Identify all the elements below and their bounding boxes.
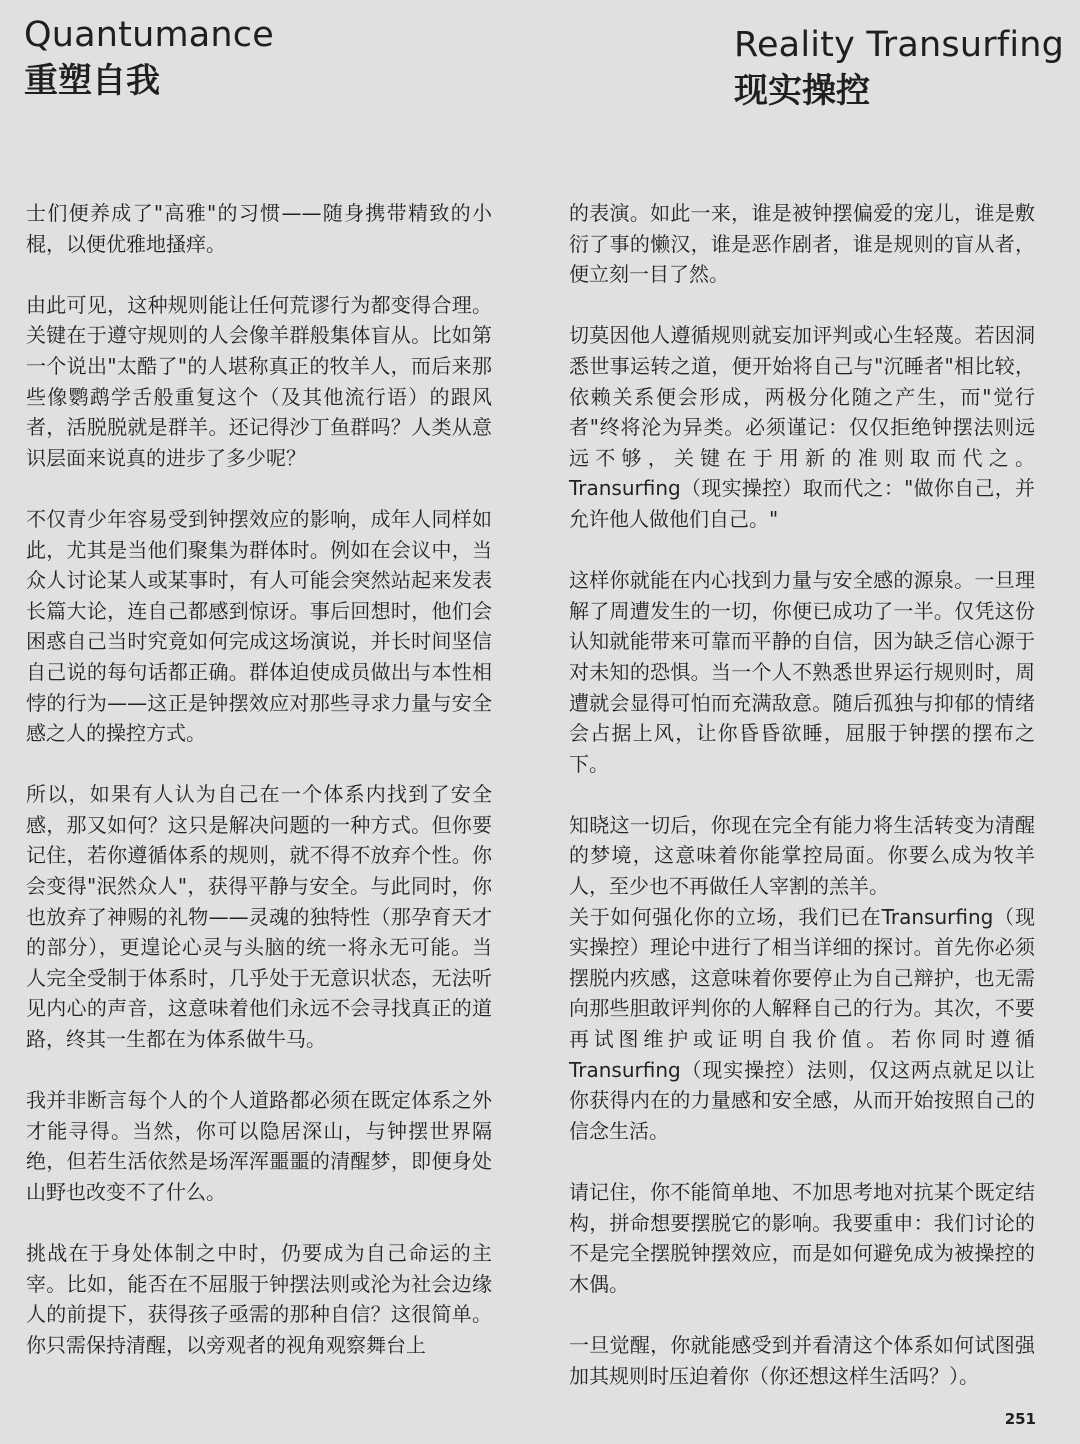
paragraph: 士们便养成了"高雅"的习惯——随身携带精致的小棍，以便优雅地搔痒。 [26, 201, 492, 256]
page-number: 251 [1004, 1410, 1036, 1428]
paragraph: 我并非断言每个人的个人道路都必须在既定体系之外才能寻得。当然，你可以隐居深山，与钟摆世界隔绝，但若生活依然是场浑浑噩噩的清醒梦，即便身处山野也改变不了什么。 [26, 1088, 492, 1204]
paragraph: 不仅青少年容易受到钟摆效应的影响，成年人同样如此，尤其是当他们聚集为群体时。例如在会议中，当众人讨论某人或某事时，有人可能会突然站起来发表长篇大论，连自己都感到惊讶。事后回想时，他们会困惑自己当时究竟如何完成这场演说，并长时间坚信自己说的每句话都正确。群体迫使成员做出与本性相悖的行为——这正是钟摆效应对那些寻求力量与安全感之人的操控方式。 [26, 506, 492, 746]
right-title-english: Reality Transurfing [734, 25, 1065, 65]
paragraph: 切莫因他人遵循规则就妄加评判或心生轻蔑。若因洞悉世事运转之道，便开始将自己与"沉睡者"相比较，依赖关系便会形成，两极分化随之产生，而"觉行者"终将沦为异类。必须谨记：仅仅拒绝钟摆法则远远不够，关键在于用新的准则取而代之。Transurfing（现实操控）取而代之："做你自己，并允许他人做他们自己。" [569, 323, 1035, 531]
left-title-chinese: 重塑自我 [24, 61, 160, 101]
right-text-column [569, 198, 1035, 1422]
paragraph: 请记住，你不能简单地、不加思考地对抗某个既定结构，拼命想要摆脱它的影响。我要重申：我们讨论的不是完全摆脱钟摆效应，而是如何避免成为被操控的木偶。 [569, 1180, 1035, 1296]
paragraph: 知晓这一切后，你现在完全有能力将生活转变为清醒的梦境，这意味着你能掌控局面。你要么成为牧羊人，至少也不再做任人宰割的羔羊。 [569, 812, 1035, 899]
paragraph: 所以，如果有人认为自己在一个体系内找到了安全感，那又如何？这只是解决问题的一种方式。但你要记住，若你遵循体系的规则，就不得不放弃个性。你会变得"泯然众人"，获得平静与安全。与此同时，你也放弃了神赐的礼物——灵魂的独特性（那孕育天才的部分），更遑论心灵与头脑的统一将永无可能。当人完全受制于体系时，几乎处于无意识状态，无法听见内心的声音，这意味着他们永远不会寻找真正的道路，终其一生都在为体系做牛马。 [26, 782, 492, 1052]
left-header [24, 12, 274, 104]
paragraph: 关于如何强化你的立场，我们已在Transurfing（现实操控）理论中进行了相当详细的探讨。首先你必须摆脱内疚感，这意味着你要停止为自己辩护，也无需向那些胆敢评判你的人解释自己的行为。其次，不要再试图维护或证明自我价值。若你同时遵循Transurfing（现实操控）法则，仅这两点就足以让你获得内在的力量感和安全感，从而开始按照自己的信念生活。 [569, 904, 1035, 1143]
left-text-column [26, 198, 492, 1391]
right-title-chinese: 现实操控 [734, 71, 870, 111]
paragraph: 挑战在于身处体制之中时，仍要成为自己命运的主宰。比如，能否在不屈服于钟摆法则或沦为社会边缘人的前提下，获得孩子亟需的那种自信？这很简单。你只需保持清醒，以旁观者的视角观察舞台上 [26, 1241, 492, 1357]
paragraph: 一旦觉醒，你就能感受到并看清这个体系如何试图强加其规则时压迫着你（你还想这样生活吗？）。 [569, 1332, 1035, 1388]
paragraph: 这样你就能在内心找到力量与安全感的源泉。一旦理解了周遭发生的一切，你便已成功了一半。仅凭这份认知就能带来可靠而平静的自信，因为缺乏信心源于对未知的恐惧。当一个人不熟悉世界运行规则时，周遭就会显得可怕而充满敌意。随后孤独与抑郁的情绪会占据上风，让你昏昏欲睡，屈服于钟摆的摆布之下。 [569, 568, 1035, 776]
left-title-english: Quantumance [24, 15, 274, 55]
paragraph: 的表演。如此一来，谁是被钟摆偏爱的宠儿，谁是敷衍了事的懒汉，谁是恶作剧者，谁是规则的盲从者，便立刻一目了然。 [569, 201, 1035, 287]
paragraph: 由此可见，这种规则能让任何荒谬行为都变得合理。关键在于遵守规则的人会像羊群般集体盲从。比如第一个说出"太酷了"的人堪称真正的牧羊人，而后来那些像鹦鹉学舌般重复这个（及其他流行语）的跟风者，活脱脱就是群羊。还记得沙丁鱼群吗？人类从意识层面来说真的进步了多少呢？ [26, 292, 492, 470]
right-header [734, 22, 1064, 114]
